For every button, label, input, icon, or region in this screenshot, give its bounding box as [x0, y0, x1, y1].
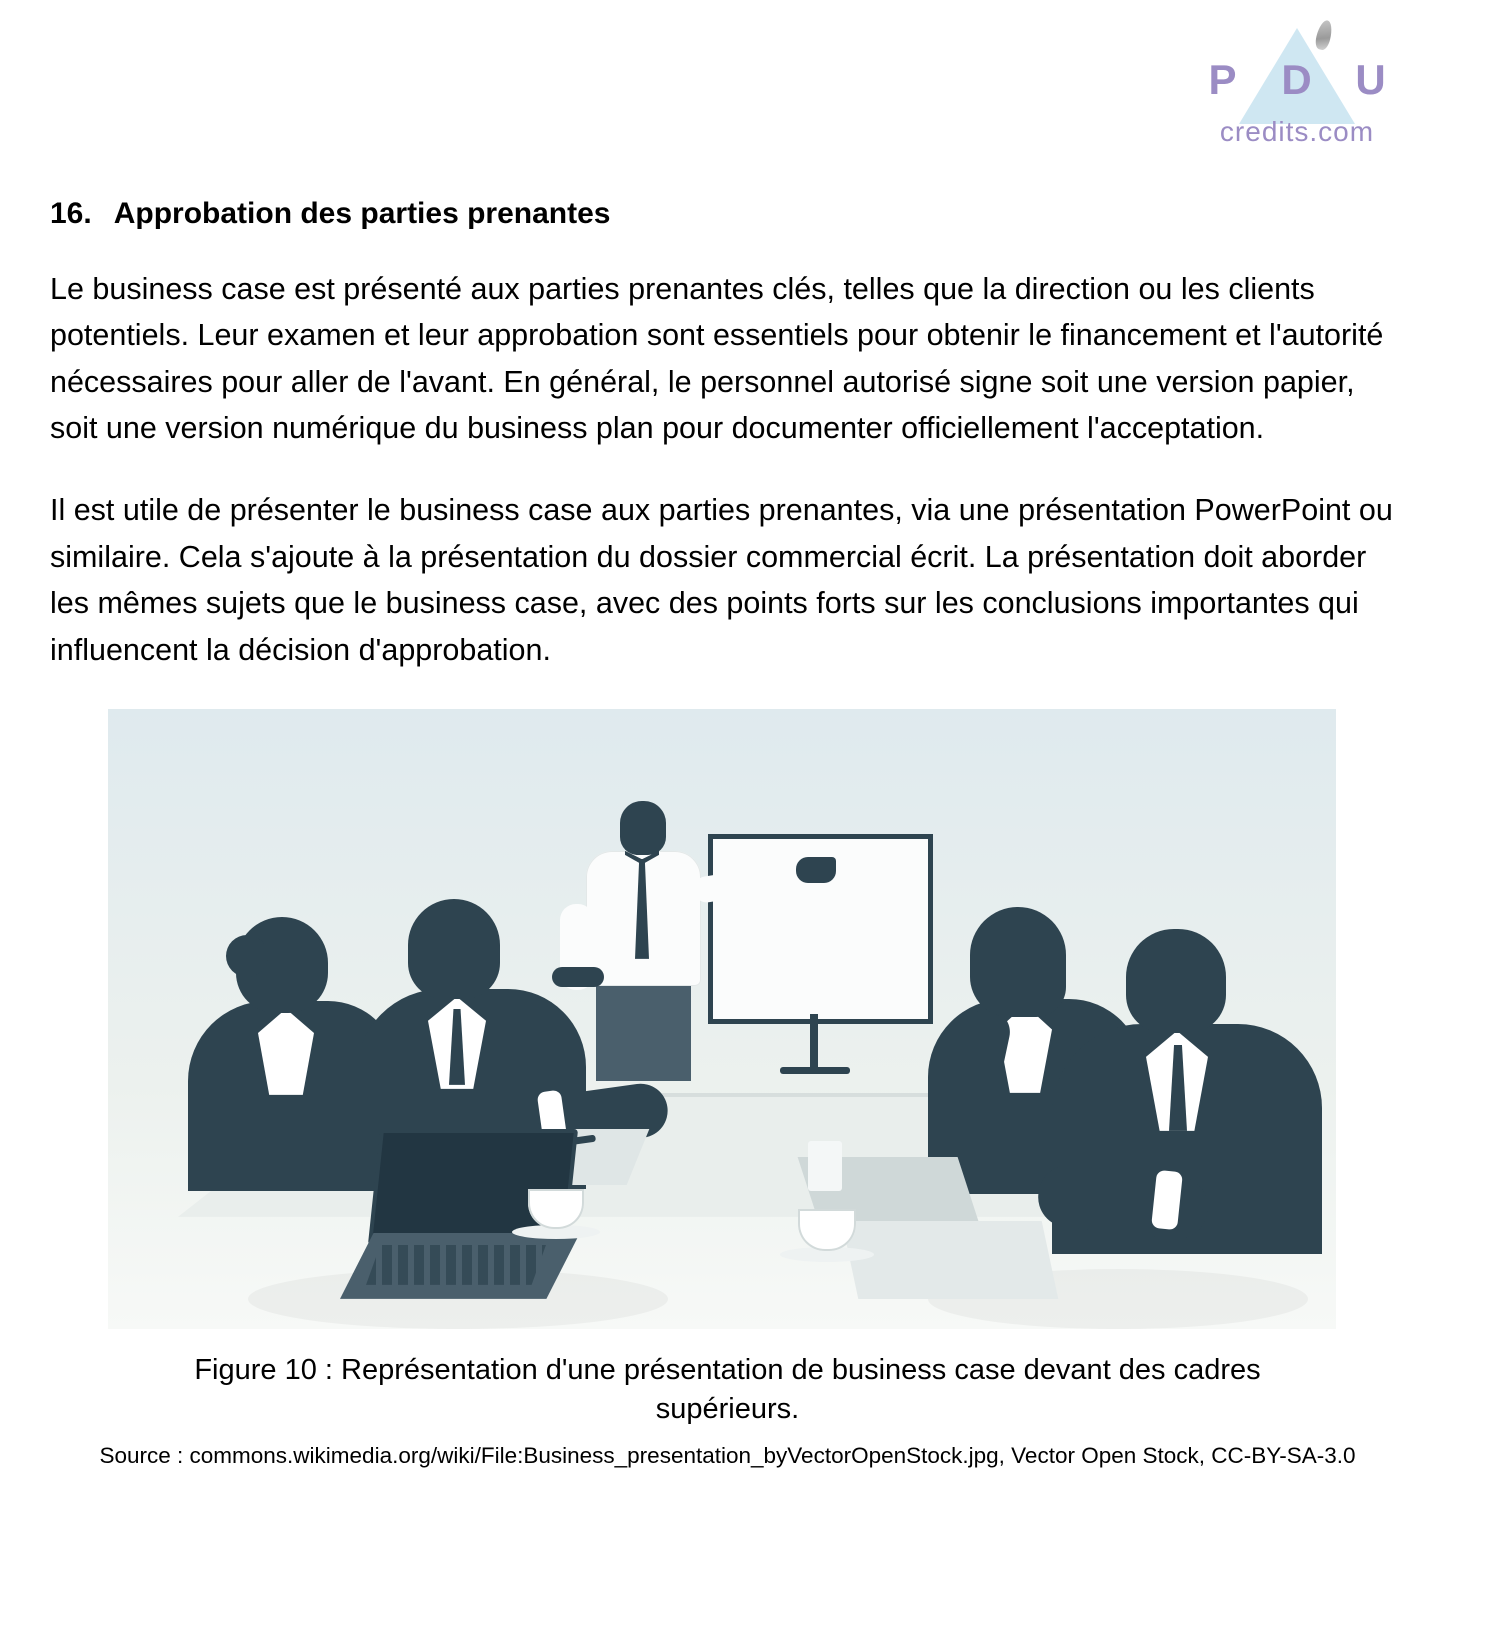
figure-source: Source : commons.wikimedia.org/wiki/File:Business_presentation_byVectorOpenStock.jpg, Vector Open Stock, CC-BY-SA-3.0 [99, 1443, 1356, 1469]
section-number: 16. [50, 197, 92, 230]
attendee-left-1-bun-icon [226, 935, 268, 977]
coffee-cup-left-icon [528, 1189, 584, 1229]
paragraph-1: Le business case est présenté aux parties prenantes clés, telles que la direction ou les clients potentiels. Leur examen et leur approbation sont essentiels pour obtenir le financement et l'autorité nécessaires pour aller de l'avant. En général, le personnel autorisé signe soit une version papier, soit une version numérique du business plan pour documenter officiellement l'acceptation. [50, 272, 1384, 446]
water-glass-icon [808, 1141, 842, 1191]
flipchart-foot-icon [780, 1067, 850, 1074]
paragraph-2: Il est utile de présenter le business case aux parties prenantes, via une présentation PowerPoint ou similaire. Cela s'ajoute à la présentation du dossier commercial écrit. La présentation doit aborder les mêmes sujets que le business case, avec des points forts sur les conclusions importantes qui influencent la décision d'approbation. [50, 493, 1393, 667]
document-content [50, 196, 1405, 1469]
logo-letter-p: P [1208, 56, 1238, 103]
page-title [50, 196, 1405, 232]
figure-block [50, 709, 1405, 1469]
logo-letters [1197, 56, 1397, 104]
flipchart-stand-icon [810, 1014, 818, 1069]
presenter-legs-icon [596, 981, 691, 1081]
attendee-right-1-head-icon [970, 907, 1066, 1017]
document-paper-right-2-icon [842, 1221, 1059, 1299]
section-title: Approbation des parties prenantes [113, 197, 611, 230]
business-presentation-illustration [108, 709, 1336, 1329]
logo-letter-d: D [1281, 56, 1313, 103]
attendee-left-2-head-icon [408, 899, 500, 999]
attendee-right-2-head-icon [1126, 929, 1226, 1033]
presenter-head-icon [620, 801, 666, 855]
logo-subtitle: credits.com [1219, 116, 1375, 147]
presenter-left-hand-icon [552, 967, 604, 987]
presenter-pointing-hand-icon [796, 857, 836, 883]
logo-letter-u: U [1355, 56, 1387, 103]
figure-caption: Figure 10 : Représentation d'une présentation de business case devant des cadres supérieurs. [194, 1353, 1261, 1426]
pdu-credits-logo [1197, 18, 1397, 148]
laptop-keyboard-icon [366, 1245, 546, 1285]
